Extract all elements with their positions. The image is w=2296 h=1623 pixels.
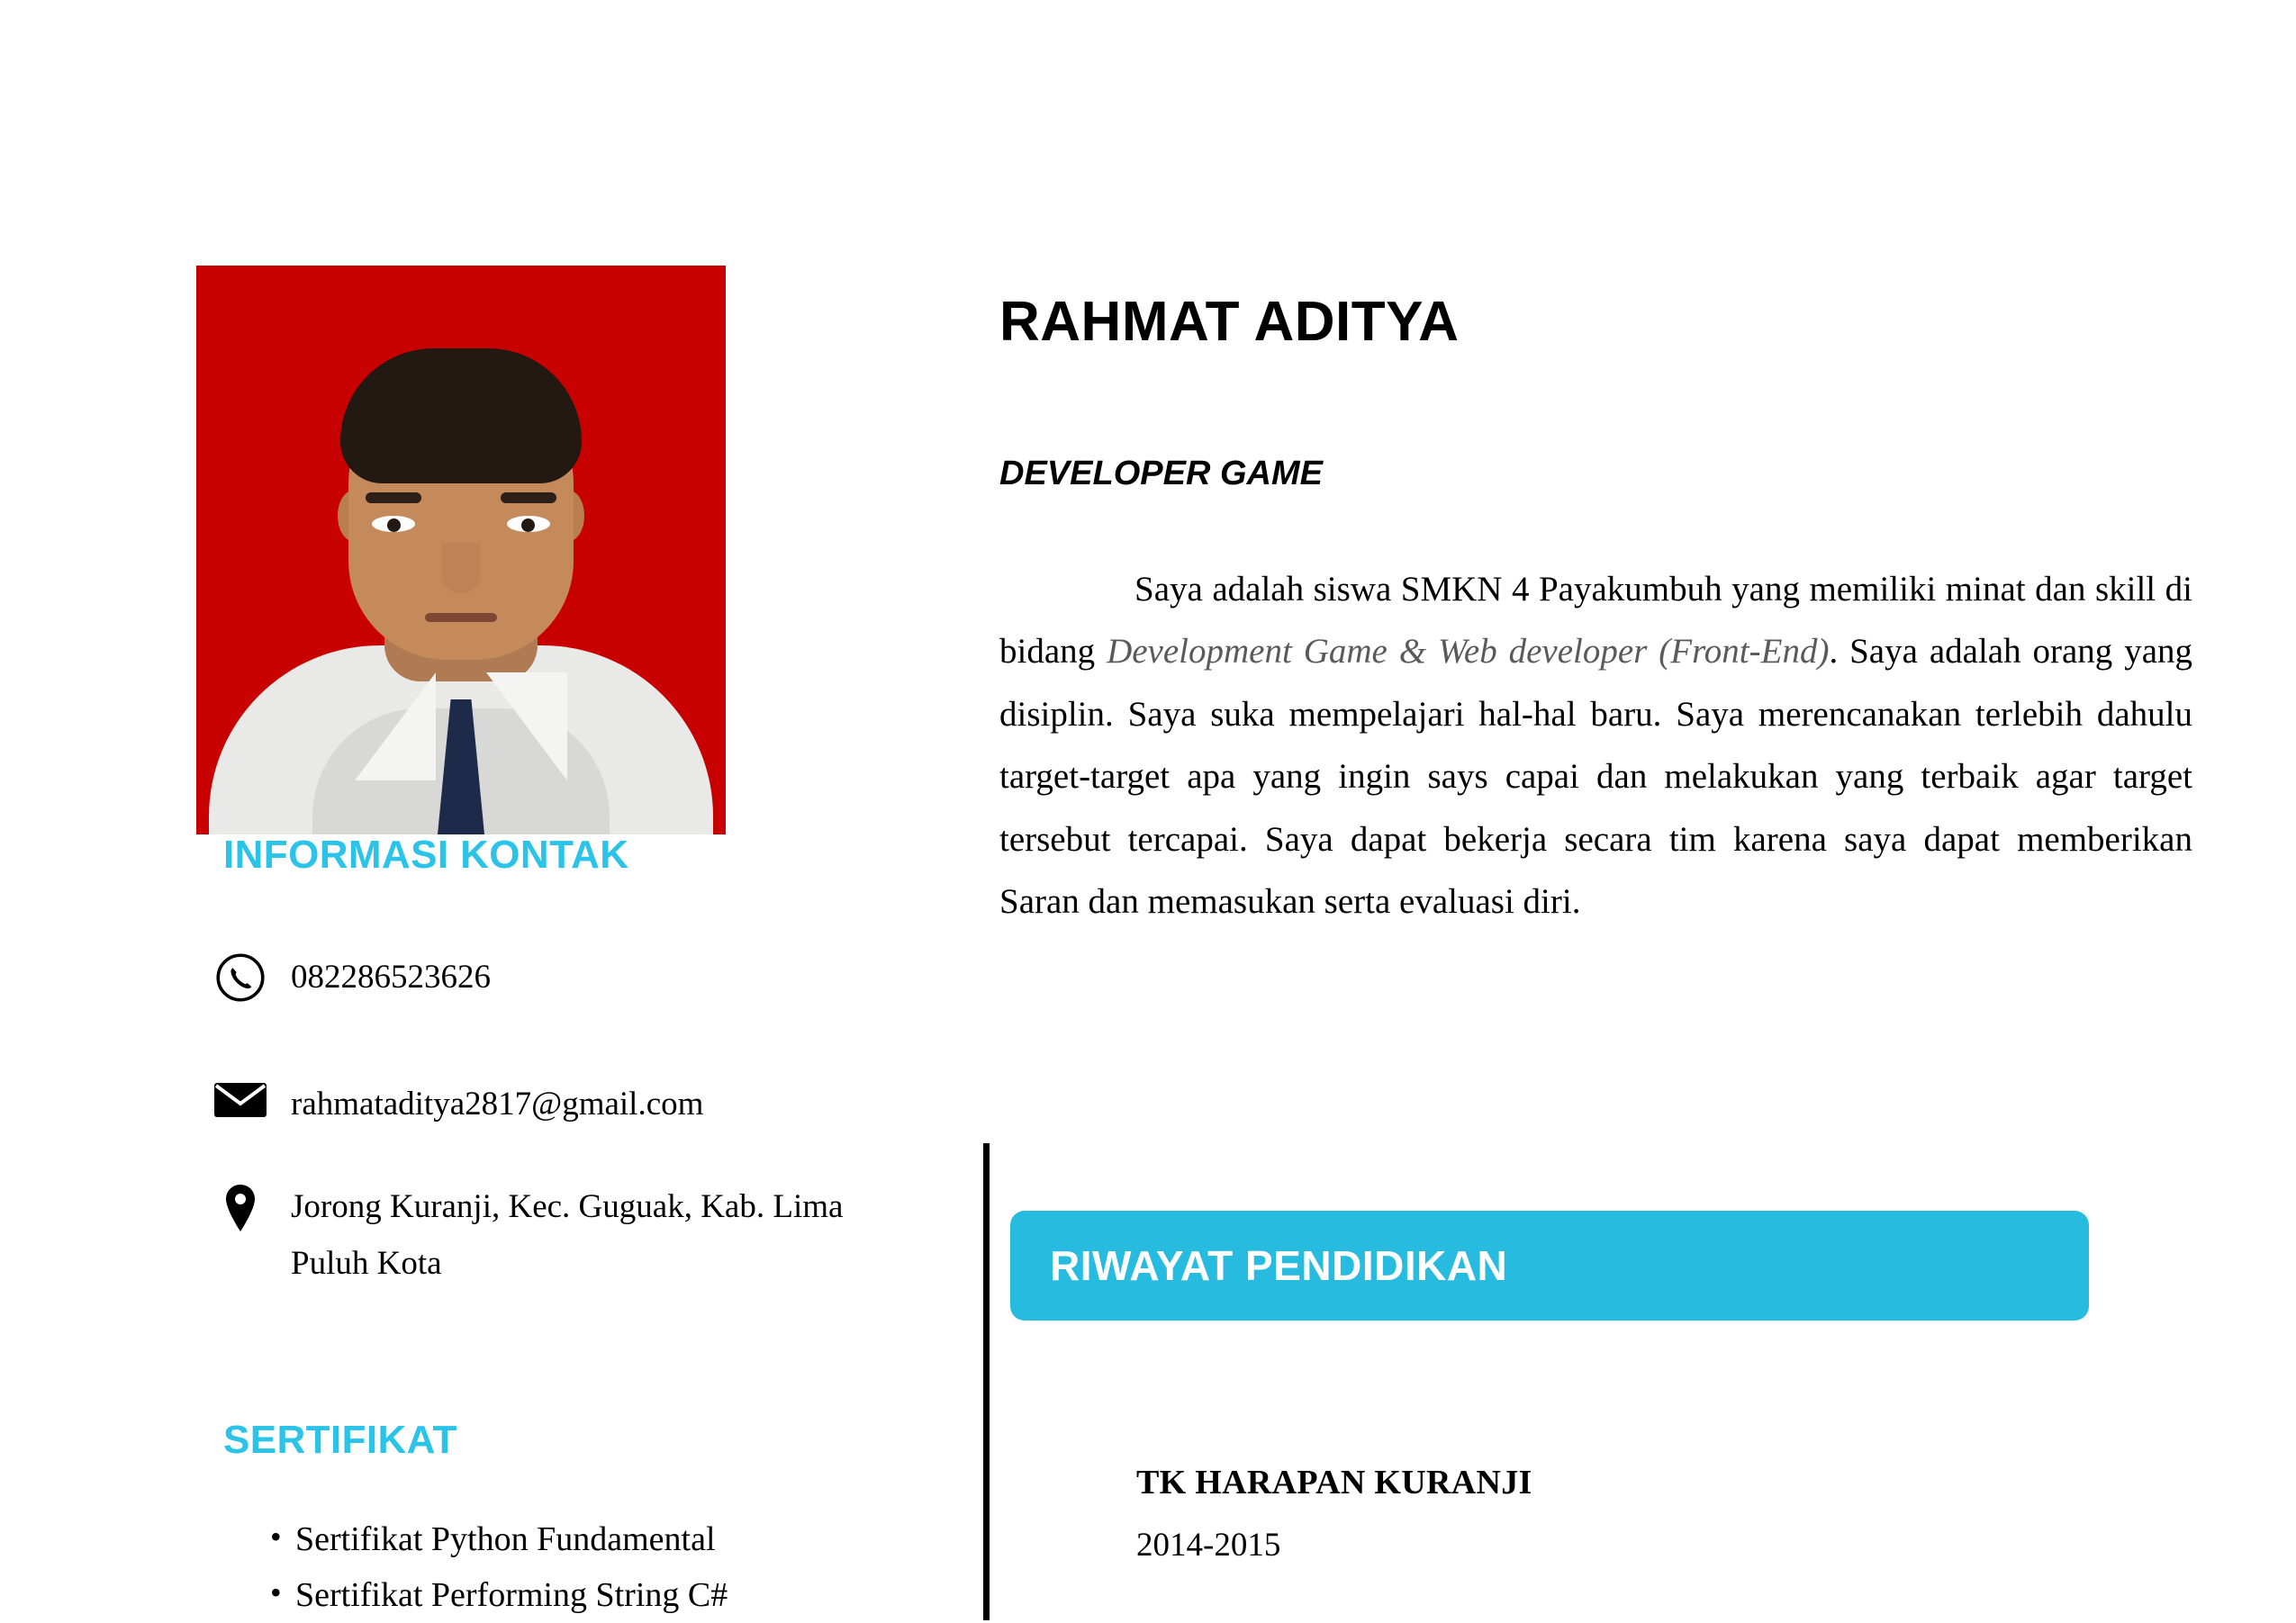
portrait-illustration (196, 266, 726, 834)
list-item: • Sertifikat Performing String C# (295, 1568, 980, 1623)
job-title: DEVELOPER GAME (999, 455, 1323, 492)
contact-row-email (212, 1077, 703, 1133)
location-pin-icon (212, 1179, 269, 1233)
envelope-icon (212, 1077, 269, 1120)
certificate-section-heading: SERTIFIKAT (223, 1418, 457, 1462)
column-divider (983, 1143, 990, 1620)
left-column (0, 0, 981, 1618)
contact-email-value: rahmataditya2817@gmail.com (291, 1086, 704, 1123)
contact-section-heading: INFORMASI KONTAK (223, 833, 629, 877)
portrait-photo (196, 266, 726, 834)
contact-address-value: Jorong Kuranji, Kec. Guguak, Kab. Lima Puluh Kota (291, 1188, 844, 1282)
contact-phone-value: 082286523626 (291, 959, 491, 996)
education-section-heading: RIWAYAT PENDIDIKAN (1050, 1242, 1508, 1289)
list-item: • Sertifikat Python Fundamental (295, 1512, 980, 1568)
summary-part2: . Saya adalah orang yang disiplin. Saya suka mempelajari hal-hal baru. Saya merencanakan terlebih dahulu target-target apa yang ingin says capai dan melakukan yang terbaik agar target tersebut tercapai. Saya dapat bekerja secara tim karena saya dapat memberikan Saran dan memasukan serta evaluasi diri. (999, 632, 2193, 922)
contact-row-address (212, 1179, 878, 1293)
summary-emphasis: Development Game & Web developer (Front-End) (1107, 632, 1830, 672)
page-title: RAHMAT ADITYA (999, 291, 1460, 353)
summary-part1: Saya adalah siswa SMKN 4 Payakumbuh yang memiliki minat dan skill di bidang (999, 570, 2192, 672)
summary-paragraph (999, 558, 2192, 933)
education-years: 2014-2015 (1136, 1527, 1281, 1564)
education-entry (1136, 1463, 1532, 1564)
education-school: TK HARAPAN KURANJI (1136, 1464, 1532, 1501)
contact-row-phone (212, 950, 491, 1006)
education-section-banner (1010, 1211, 2089, 1321)
certificate-list (270, 1512, 980, 1623)
phone-icon (212, 950, 269, 1002)
